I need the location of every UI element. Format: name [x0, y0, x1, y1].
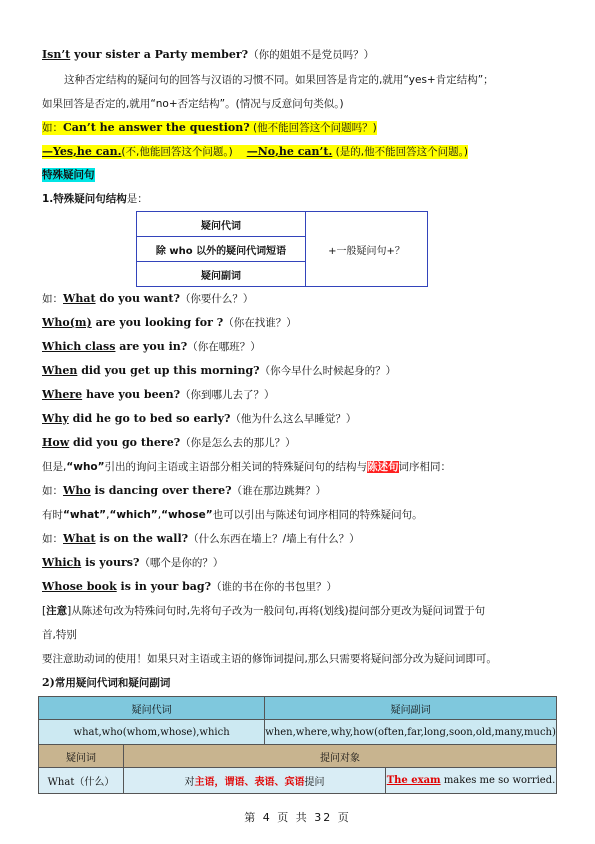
structure-table	[136, 211, 428, 287]
example-when: When did you get up this morning?（你今早什么时候起身的？）	[42, 364, 397, 377]
note-what-which-whose: 有时“what”,“which”,“whose”也可以引出与陈述句词序相同的特殊疑问句。	[42, 509, 423, 521]
cell-what-target: 对主语，谓语、表语、宾语提问	[124, 768, 386, 794]
cell-interrogative-pronoun: 疑问代词	[137, 212, 306, 237]
cell-what: What（什么）	[39, 768, 124, 794]
example-how: How did you go there?（你是怎么去的那儿？）	[42, 436, 296, 449]
example-why: Why did he go to bed so early?（他为什么这么早睡觉？）	[42, 412, 357, 425]
cell-general-question: +一般疑问句+？	[306, 212, 428, 287]
example-which-yours: Which is yours?（哪个是你的？）	[42, 556, 224, 569]
heading-structure: 1.特殊疑问句结构是：	[42, 193, 148, 205]
cell-pronoun-list: what,who(whom,whose),which	[39, 720, 265, 745]
example-what: 如：What do you want?（你要什么？）	[42, 292, 254, 305]
header-target: 提问对象	[124, 745, 557, 768]
example-which-class: Which class are you in?（你在哪班？）	[42, 340, 261, 353]
cell-pronoun-phrase: 除 who 以外的疑问代词短语	[137, 237, 306, 262]
line-example-cant: 如：Can’t he answer the question? (他不能回答这个问题吗？)	[42, 121, 377, 134]
line-isnt-question: Isn’t your sister a Party member?（你的姐姐不是党员吗？）	[42, 48, 375, 61]
note-attention-2: 首,特别	[42, 629, 77, 641]
note-who-subject: 但是,“who”引出的询问主语或主语部分相关词的特殊疑问句的结构与陈述句词序相同：	[42, 461, 452, 473]
heading-special-questions: 特殊疑问句	[42, 169, 95, 181]
cell-interrogative-adverb: 疑问副词	[137, 262, 306, 287]
example-what-wall: 如：What is on the wall?（什么东西在墙上？/墙上有什么？）	[42, 532, 360, 545]
line-explain-1: 这种否定结构的疑问句的回答与汉语的习惯不同。如果回答是肯定的,就用“yes+肯定结构”；	[64, 74, 494, 86]
heading-common-words: 2)常用疑问代词和疑问副词	[42, 676, 171, 689]
note-attention-3: 要注意助动词的使用！如果只对主语或主语的修饰词提问,那么只需要将疑问部分改为疑问词即可。	[42, 653, 497, 665]
example-whom: Who(m) are you looking for ?（你在找谁？）	[42, 316, 297, 329]
example-who-dancing: 如：Who is dancing over there?（谁在那边跳舞？）	[42, 484, 327, 497]
example-where: Where have you been?（你到哪儿去了？）	[42, 388, 275, 401]
cell-adverb-list: when,where,why,how(often,far,long,soon,old,many,much)	[265, 720, 557, 745]
header-question-word: 疑问词	[39, 745, 124, 768]
line-explain-2: 如果回答是否定的,就用“no+否定结构”。(情况与反意问句类似。)	[42, 98, 344, 110]
header-adverbs: 疑问副词	[265, 697, 557, 720]
example-whose-book: Whose book is in your bag?（谁的书在你的书包里？）	[42, 580, 338, 593]
line-answers: —Yes,he can.(不,他能回答这个问题。) —No,he can’t. (是的,他不能回答这个问题。)	[42, 145, 468, 158]
note-attention-1: [注意]从陈述句改为特殊问句时,先将句子改为一般问句,再将(划线)提问部分更改为疑问词置于句	[42, 605, 486, 617]
cell-what-example: The exam makes me so worried.	[386, 768, 557, 794]
header-pronouns: 疑问代词	[39, 697, 265, 720]
page-footer: 第 4 页 共 32 页	[244, 811, 351, 824]
common-words-table	[38, 696, 557, 794]
